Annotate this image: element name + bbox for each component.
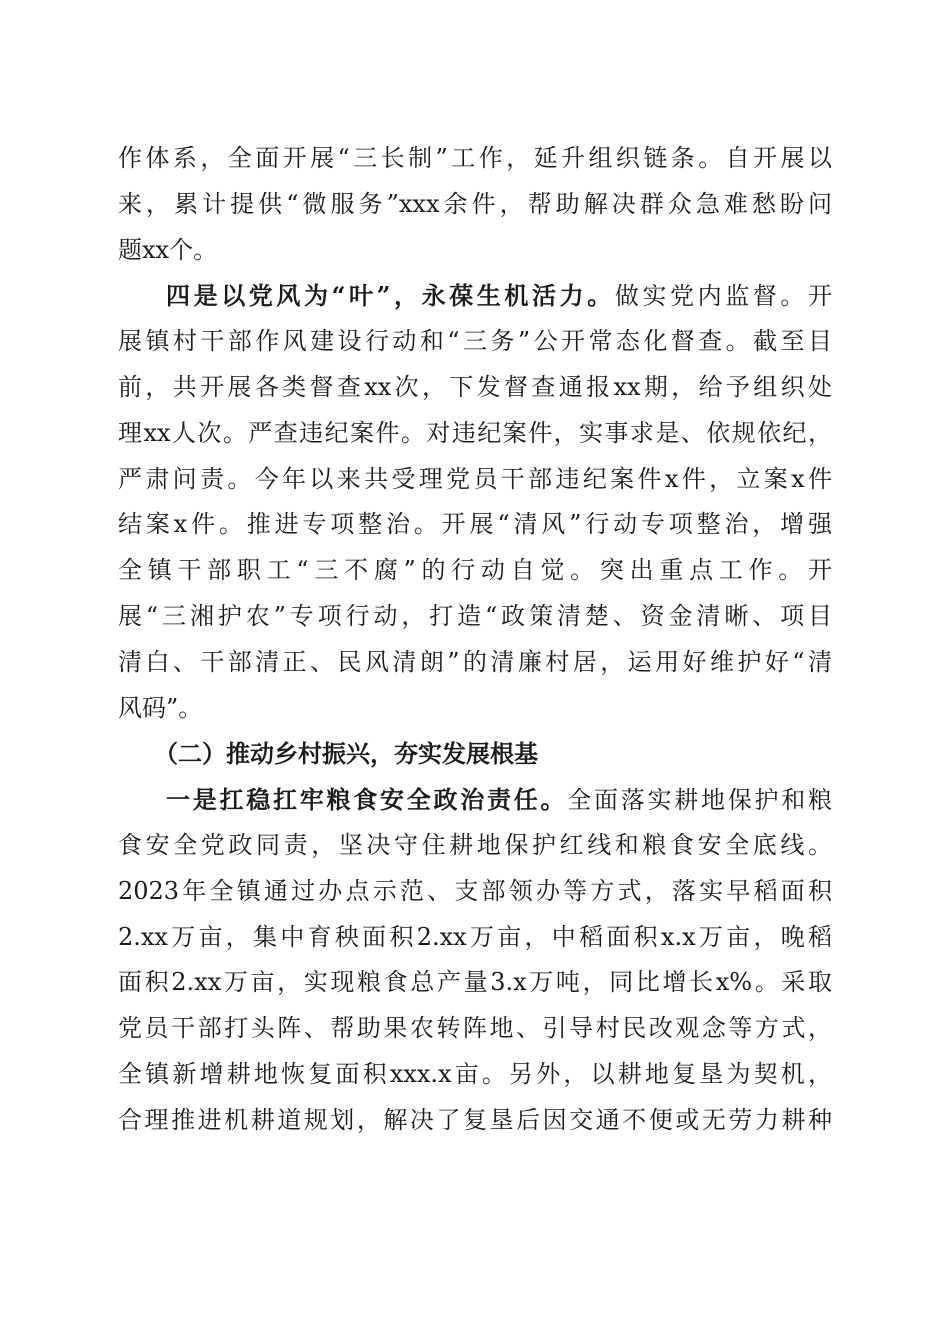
text-line: 前，共开展各类督查xx次，下发督查通报xx期，给予组织处	[118, 372, 832, 401]
text-line	[118, 777, 832, 823]
paragraph	[118, 136, 832, 273]
text-line: 风码”。	[118, 693, 203, 722]
document-body	[118, 136, 832, 1144]
text-line: 2.xx万亩，集中育秧面积2.xx万亩，中稻面积x.x万亩，晚稻	[118, 922, 832, 951]
text-line: 题xx个。	[118, 235, 218, 264]
text-line: 党员干部打头阵、帮助果农转阵地、引导村民改观念等方式，	[118, 1014, 832, 1043]
text-line: 作体系，全面开展“三长制”工作，延升组织链条。自开展以	[118, 144, 832, 172]
paragraph-lead: 四是以党风为“叶”，永葆生机活力。	[166, 281, 615, 311]
paragraph-lead: 一是扛稳扛牢粮食安全政治责任。	[166, 785, 568, 815]
text-line: 清白、干部清正、民风清朗”的清廉村居，运用好维护好“清	[118, 647, 832, 676]
text-line: 严肃问责。今年以来共受理党员干部违纪案件x件，立案x件	[118, 464, 832, 493]
text-line: 食安全党政同责，坚决守住耕地保护红线和粮食安全底线。	[118, 830, 832, 859]
text-span: 全面落实耕地保护和粮	[567, 786, 832, 815]
text-line: 面积2.xx万亩，实现粮食总产量3.x万吨，同比增长x%。采取	[118, 968, 832, 997]
section-heading: （二）推动乡村振兴，夯实发展根基	[154, 739, 538, 769]
text-line: 2023年全镇通过办点示范、支部领办等方式，落实早稻面积	[118, 876, 832, 905]
text-line: 结案x件。推进专项整治。开展“清风”行动专项整治，增强	[118, 510, 832, 539]
text-span: 做实党内监督。开	[614, 282, 833, 311]
text-line: 全镇干部职工“三不腐”的行动自觉。突出重点工作。开	[118, 556, 832, 585]
text-line: 全镇新增耕地恢复面积xxx.x亩。另外，以耕地复垦为契机，	[118, 1059, 832, 1088]
text-line: 合理推进机耕道规划，解决了复垦后因交通不便或无劳力耕种	[118, 1105, 832, 1134]
text-line	[118, 273, 832, 319]
paragraph	[118, 273, 832, 731]
text-line: 理xx人次。严查违纪案件。对违纪案件，实事求是、依规依纪，	[118, 418, 832, 447]
text-line: 展镇村干部作风建设行动和“三务”公开常态化督查。截至目	[118, 327, 832, 356]
paragraph	[118, 777, 832, 1143]
text-line: 来，累计提供“微服务”xxx余件，帮助解决群众急难愁盼问	[118, 189, 832, 218]
text-line: 展“三湘护农”专项行动，打造“政策清楚、资金清晰、项目	[118, 601, 832, 630]
